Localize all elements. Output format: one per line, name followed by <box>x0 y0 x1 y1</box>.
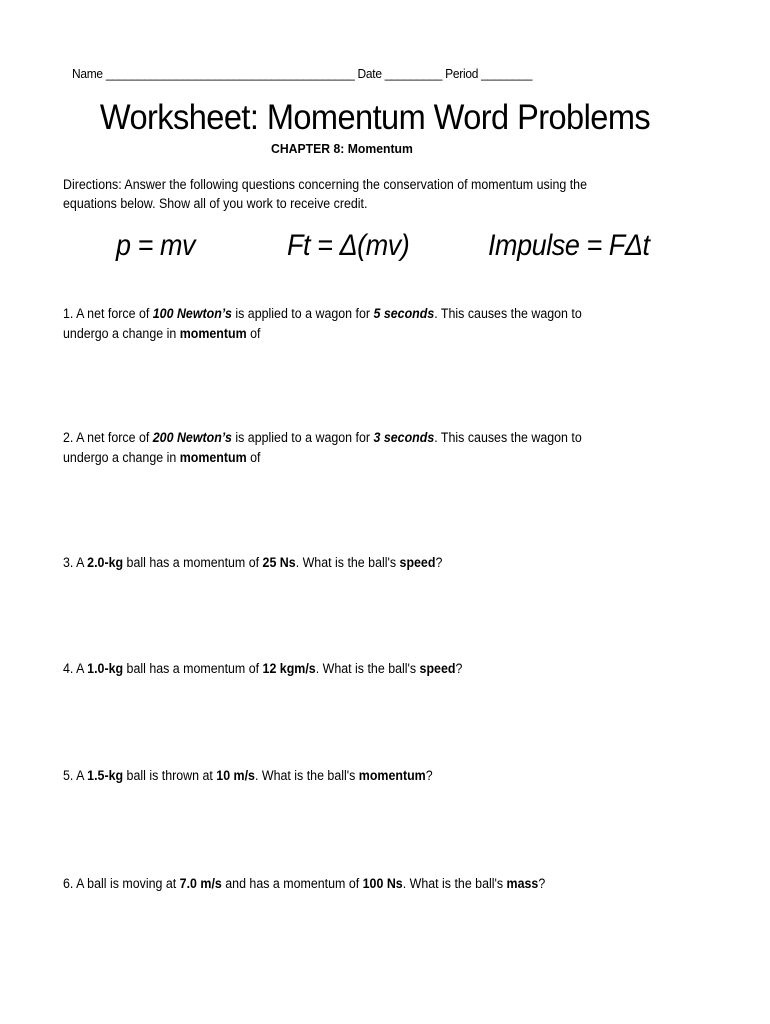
q1-keyword: momentum <box>179 326 247 341</box>
q3-text: . What is the ball's <box>295 555 400 570</box>
q2-text: 2. A net force of <box>63 430 153 445</box>
name-date-period-line: Name _______________________________________ Date _________ Period ________ <box>72 66 533 81</box>
chapter-heading: CHAPTER 8: Momentum <box>271 141 413 156</box>
q1-text: . This causes the wagon to <box>434 306 582 321</box>
directions-line-2: equations below. Show all of you work to receive credit. <box>63 196 368 211</box>
q6-speed: 7.0 m/s <box>179 876 222 891</box>
q4-text: . What is the ball's <box>315 661 420 676</box>
q2-text: . This causes the wagon to <box>434 430 582 445</box>
q5-text: ? <box>425 768 433 783</box>
q6-keyword: mass <box>506 876 539 891</box>
q1-text: 1. A net force of <box>63 306 153 321</box>
q1-text: of <box>246 326 261 341</box>
directions <box>63 175 652 213</box>
q2-force: 200 Newton’s <box>152 430 232 445</box>
q3-text: ? <box>435 555 443 570</box>
q2-keyword: momentum <box>179 450 247 465</box>
q1-text: undergo a change in <box>63 326 180 341</box>
page-title: Worksheet: Momentum Word Problems <box>99 98 651 137</box>
question-5 <box>63 766 652 786</box>
momentum-equation: p = mv <box>116 229 196 262</box>
q6-text: 6. A ball is moving at <box>63 876 180 891</box>
q5-text: . What is the ball's <box>254 768 359 783</box>
directions-line-1: Directions: Answer the following questions concerning the conservation of momentum using the <box>63 177 587 192</box>
q6-text: . What is the ball's <box>402 876 507 891</box>
question-3 <box>63 553 652 573</box>
question-1 <box>63 304 652 344</box>
q3-text: ball has a momentum of <box>123 555 263 570</box>
q5-mass: 1.5-kg <box>87 768 124 783</box>
question-2 <box>63 428 652 468</box>
q4-keyword: speed <box>419 661 456 676</box>
q5-text: 5. A <box>63 768 88 783</box>
q2-text: is applied to a wagon for <box>231 430 374 445</box>
q4-text: ball has a momentum of <box>123 661 263 676</box>
q3-mass: 2.0-kg <box>87 555 124 570</box>
q5-keyword: momentum <box>358 768 426 783</box>
impulse-momentum-equation: Ft = Δ(mv) <box>287 229 410 262</box>
q1-time: 5 seconds <box>373 306 435 321</box>
q4-momentum: 12 kgm/s <box>262 661 316 676</box>
q5-text: ball is thrown at <box>123 768 217 783</box>
q4-mass: 1.0-kg <box>87 661 124 676</box>
q6-text: ? <box>538 876 546 891</box>
q3-keyword: speed <box>399 555 436 570</box>
q1-force: 100 Newton’s <box>152 306 232 321</box>
q1-text: is applied to a wagon for <box>231 306 374 321</box>
q4-text: ? <box>455 661 463 676</box>
question-6 <box>63 874 652 894</box>
q3-text: 3. A <box>63 555 88 570</box>
q4-text: 4. A <box>63 661 88 676</box>
impulse-equation: Impulse = FΔt <box>488 229 650 262</box>
q2-text: of <box>246 450 261 465</box>
question-4 <box>63 659 652 679</box>
q6-momentum: 100 Ns <box>362 876 403 891</box>
q2-time: 3 seconds <box>373 430 435 445</box>
q2-text: undergo a change in <box>63 450 180 465</box>
q5-speed: 10 m/s <box>216 768 255 783</box>
q6-text: and has a momentum of <box>221 876 363 891</box>
q3-momentum: 25 Ns <box>262 555 296 570</box>
